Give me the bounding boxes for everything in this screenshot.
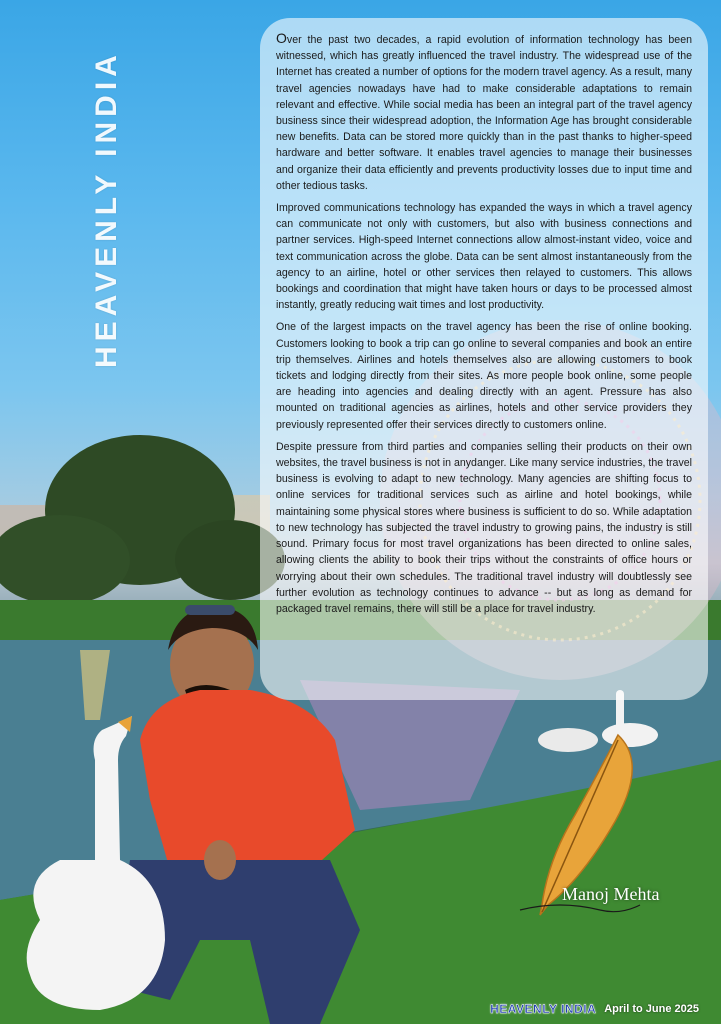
author-signature: Manoj Mehta	[562, 884, 660, 904]
footer-issue-date: April to June 2025	[604, 1003, 699, 1015]
article-paragraph-2: Improved communications technology has expanded the ways in which a travel agency can communicate not only with customers, but also with business connections and partner services. High-speed Internet connections allow almost-instant video, voice and text communication across the globe. Data can be sent almost instantaneously from the agency to an airline, hotel or other services then relayed to customers. This allows bookings and coordination that might have taken hours or days to be processed almost instantly, greatly reducing wait times and lost productivity.	[276, 202, 692, 312]
article-paragraph-3: One of the largest impacts on the travel agency has been the rise of online booking. Customers looking to book a trip can go online to several companies and book an entire trip themselves. Airlines and hotels themselves also are allowing customers to book tickets and lodging directly from their sites. As more people book online, some people are heading into agencies and dealing directly with an agent. Pressure has also mounted on traditional agencies as airlines, hotels and other service providers they previously represented offer their services directly to customers online.	[276, 321, 692, 431]
article-panel	[260, 18, 708, 700]
article-paragraph-4: Despite pressure from third parties and companies selling their products on their own websites, the travel business is not in anydanger. Like many service industries, the travel business is evolving to adapt to new technology. Many agencies are shifting focus to online services for traditional services such as airline and hotel bookings, while maintaining some physical stores where business is sufficient to do so. While adaptation to new technology has subjected the travel industry to growing pains, the industry is still sound. Primary focus for most travel organizations has been directed to online sales, allowing clients the ability to book their trips without the constraints of office hours or worrying about their own schedules. The traditional travel industry will doubtlessly see further evolution as technology continues to advance -- but as long as demand for packaged travel remains, there will still be a place for travel industry.	[276, 440, 692, 615]
paragraph-text: ver the past two decades, a rapid evolution of information technology has been witnessed, which has greatly influenced the travel industry. The widespread use of the Internet has created a number of options for the modern travel agency. As a result, many travel agencies nowadays have had to make considerable adaptations to remain relevant and effective. While social media has been an integral part of the travel agency business since their widespread adoption, the Information Age has brought considerable new benefits. Data can be stored more quickly than in the past thanks to higher-speed hardware and better software. It enables travel agencies to manage their businesses and organize their data efficiently and prevents productivity losses due to input time and other tedious tasks.	[276, 34, 692, 192]
far-goose	[538, 728, 598, 752]
page-footer	[0, 994, 721, 1024]
man-hand	[204, 840, 236, 880]
man-sunglasses	[185, 605, 235, 615]
article-paragraph-1	[276, 30, 692, 194]
first-letter: O	[276, 30, 287, 46]
far-goose	[602, 723, 658, 747]
vertical-magazine-title: HEAVENLY INDIA	[90, 50, 123, 368]
footer-brand: HEAVENLY INDIA	[490, 1002, 597, 1016]
